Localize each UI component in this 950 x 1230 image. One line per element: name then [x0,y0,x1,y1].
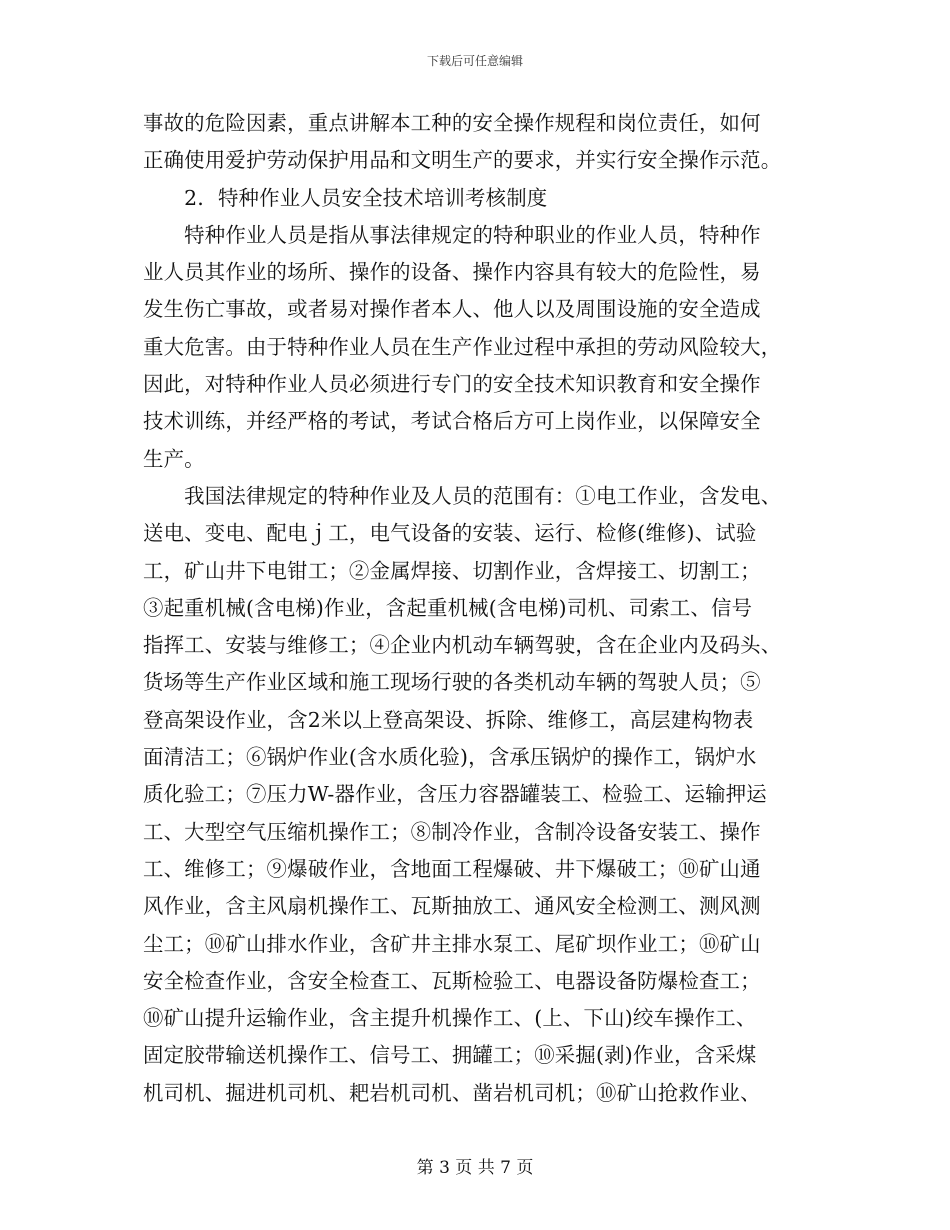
text-line: ⑩矿山提升运输作业，含主提升机操作工、(上、下山)绞车操作工、 [143,1006,757,1031]
text-line: 特种作业人员是指从事法律规定的特种职业的作业人员，特种作 [143,222,761,247]
text-line: 质化验工；⑦压力W-器作业，含压力容器罐装工、检验工、运输押运 [143,782,767,807]
page-header: 下载后可任意编辑 [426,54,523,68]
text-line: 安全检查作业，含安全检查工、瓦斯检验工、电器设备防爆检查工； [143,968,761,993]
text-line: 工、大型空气压缩机操作工；⑧制冷作业，含制冷设备安装工、操作 [143,819,761,844]
text-line: 因此，对特种作业人员必须进行专门的安全技术知识教育和安全操作 [143,372,761,397]
text-line: 工，矿山井下电钳工；②金属焊接、切割作业，含焊接工、切割工； [143,558,761,583]
text-line: 指挥工、安装与维修工；④企业内机动车辆驾驶，含在企业内及码头、 [143,633,782,658]
text-line: 重大危害。由于特种作业人员在生产作业过程中承担的劳动风险较大， [143,334,782,359]
text-line: 送电、变电、配电ｊ工，电气设备的安装、运行、检修(维修)、试验 [143,521,757,546]
text-line: 技术训练，并经严格的考试，考试合格后方可上岗作业，以保障安全 [143,409,761,434]
text-line: 登高架设作业，含2米以上登高架设、拆除、维修工，高层建构物表 [143,707,754,732]
page-number: 第 3 页 共 7 页 [416,1158,534,1178]
text-line: 面清洁工；⑥锅炉作业(含水质化验)，含承压锅炉的操作工，锅炉水 [143,745,757,770]
text-line: 风作业，含主风扇机操作工、瓦斯抽放工、通风安全检测工、测风测 [143,894,761,919]
text-line: 我国法律规定的特种作业及人员的范围有：①电工作业，含发电、 [143,483,782,508]
text-line: ③起重机械(含电梯)作业，含起重机械(含电梯)司机、司索工、信号 [143,595,753,620]
section-heading: 2．特种作业人员安全技术培训考核制度 [143,185,548,210]
text-line: 发生伤亡事故，或者易对操作者本人、他人以及周围设施的安全造成 [143,297,761,322]
text-line: 尘工；⑩矿山排水作业，含矿井主排水泵工、尾矿坝作业工；⑩矿山 [143,931,761,956]
text-line: 正确使用爱护劳动保护用品和文明生产的要求，并实行安全操作示范。 [143,148,782,173]
text-line: 机司机、掘进机司机、耙岩机司机、凿岩机司机；⑩矿山抢救作业、 [143,1080,761,1105]
text-line: 生产。 [143,446,205,471]
text-line: 事故的危险因素，重点讲解本工种的安全操作规程和岗位责任，如何 [143,111,761,135]
text-line: 货场等生产作业区域和施工现场行驶的各类机动车辆的驾驶人员；⑤ [143,670,761,695]
text-line: 业人员其作业的场所、操作的设备、操作内容具有较大的危险性，易 [143,260,761,285]
text-line: 工、维修工；⑨爆破作业，含地面工程爆破、井下爆破工；⑩矿山通 [143,856,761,881]
document-body [143,105,811,1112]
text-line: 固定胶带输送机操作工、信号工、拥罐工；⑩采掘(剥)作业，含采煤 [143,1043,757,1068]
